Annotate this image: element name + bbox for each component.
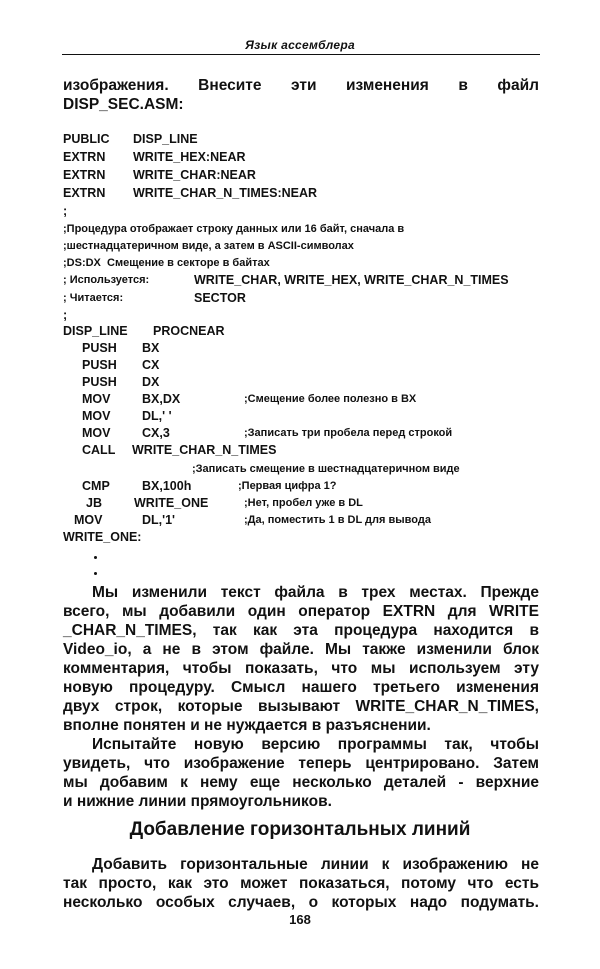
code-comment: ;DS:DX Смещение в секторе в байтах	[63, 257, 270, 269]
code-operand: CX	[142, 358, 160, 372]
reads-value: SECTOR	[194, 291, 246, 305]
code-line	[63, 322, 225, 340]
running-title: Язык ассемблера	[245, 38, 355, 52]
code-op: MOV	[74, 513, 103, 527]
code-line	[63, 130, 198, 148]
text-line: и нижние линии прямоугольников.	[63, 793, 332, 810]
code-op: MOV	[82, 426, 111, 440]
code-keyword: EXTRN	[63, 150, 106, 164]
code-comment: ;шестнадцатеричном виде, а затем в ASCII-символах	[63, 240, 354, 252]
code-line	[82, 407, 172, 425]
code-label: WRITE_ONE:	[63, 530, 142, 544]
code-line	[82, 424, 453, 442]
proc-name: DISP_LINE	[63, 324, 128, 338]
code-operand: BX	[142, 341, 160, 355]
text-line: Video_io, а не в этом файле. Мы также изменили блок	[63, 641, 539, 658]
code-op: PUSH	[82, 375, 117, 389]
intro-line-2: DISP_SEC.ASM:	[63, 96, 184, 113]
text-line: всего, мы добавили один оператор EXTRN для WRITE	[63, 603, 539, 620]
text-line: Добавить горизонтальные линии к изображению не	[92, 856, 539, 873]
code-operand: DL,'1'	[142, 513, 176, 527]
code-comment: ;Процедура отображает строку данных или 16 байт, сначала в	[63, 223, 405, 235]
code-line	[74, 511, 431, 529]
code-line	[86, 494, 363, 512]
text-line: несколько особых случаев, о которых надо подумать.	[63, 894, 539, 911]
code-op: PUSH	[82, 341, 117, 355]
code-inline-comment: ;Да, поместить 1 в DL для вывода	[244, 514, 431, 526]
text-line: _CHAR_N_TIMES, так как эта процедура находится в	[63, 622, 539, 639]
body-paragraph-1	[63, 583, 539, 735]
code-keyword: EXTRN	[63, 168, 106, 182]
code-op: MOV	[82, 392, 111, 406]
code-comment: ;	[63, 308, 68, 322]
code-operand: WRITE_ONE	[134, 496, 209, 510]
reads-label: ; Читается:	[63, 292, 124, 304]
code-operand: DISP_LINE	[133, 132, 198, 146]
code-op: MOV	[82, 409, 111, 423]
text-line: новую процедуру. Смысл нашего третьего изменения	[63, 679, 539, 696]
code-line	[82, 390, 417, 408]
code-line	[63, 148, 246, 166]
intro-word: изображения.	[63, 77, 169, 94]
code-inline-comment: ;Первая цифра 1?	[238, 480, 337, 492]
text-line: увидеть, что изображение теперь центрировано. Затем	[63, 755, 539, 772]
intro-word: файл	[497, 77, 539, 94]
intro-word: в	[458, 77, 468, 94]
code-line	[63, 166, 256, 184]
text-line: двух строк, которые вызывают WRITE_CHAR_N_TIMES,	[63, 698, 539, 715]
code-line	[82, 339, 160, 357]
section-heading: Добавление горизонтальных линий	[129, 819, 471, 840]
code-comment: ;	[63, 204, 68, 218]
code-operand: CX,3	[142, 426, 170, 440]
code-operand: BX,100h	[142, 479, 192, 493]
proc-keyword: PROCNEAR	[153, 324, 225, 338]
text-line: комментария, чтобы показать, что мы используем эту	[63, 660, 539, 677]
intro-word: эти	[291, 77, 317, 94]
code-line	[82, 477, 337, 495]
code-op: PUSH	[82, 358, 117, 372]
code-line	[82, 441, 277, 459]
ellipsis-dot	[94, 572, 97, 575]
code-keyword: EXTRN	[63, 186, 106, 200]
code-operand: DL,' '	[142, 409, 172, 423]
code-line	[82, 356, 160, 374]
code-op: JB	[86, 496, 102, 510]
uses-label: ; Используется:	[63, 274, 150, 286]
code-line	[63, 289, 246, 307]
code-operand: WRITE_HEX:NEAR	[133, 150, 246, 164]
code-operand: DX	[142, 375, 160, 389]
text-line: так просто, как это может показаться, потому что есть	[63, 875, 539, 892]
text-line: мы добавим к нему еще несколько деталей - верхние	[63, 774, 539, 791]
text-line: Мы изменили текст файла в трех местах. Прежде	[92, 584, 539, 601]
intro-word: изменения	[346, 77, 429, 94]
ellipsis-dot	[94, 556, 97, 559]
text-line: вполне понятен и не нуждается в разъяснении.	[63, 717, 431, 734]
uses-value: WRITE_CHAR, WRITE_HEX, WRITE_CHAR_N_TIMES	[194, 273, 509, 287]
code-operand: WRITE_CHAR_N_TIMES:NEAR	[133, 186, 318, 200]
code-inline-comment: ;Смещение более полезно в BX	[244, 393, 417, 405]
code-line	[63, 184, 318, 202]
code-inline-comment: ;Нет, пробел уже в DL	[244, 497, 363, 509]
code-operand: WRITE_CHAR:NEAR	[133, 168, 256, 182]
page-number: 168	[289, 912, 311, 927]
text-line: Испытайте новую версию программы так, чтобы	[92, 736, 539, 753]
code-op: CMP	[82, 479, 110, 493]
code-comment: ;Записать смещение в шестнадцатеричном виде	[192, 463, 460, 475]
code-op: CALL	[82, 443, 116, 457]
code-keyword: PUBLIC	[63, 132, 110, 146]
code-line	[82, 373, 160, 391]
code-inline-comment: ;Записать три пробела перед строкой	[244, 427, 453, 439]
intro-word: Внесите	[198, 77, 262, 94]
code-line	[63, 271, 509, 289]
code-operand: WRITE_CHAR_N_TIMES	[132, 443, 277, 457]
body-paragraph-2	[63, 735, 539, 811]
closing-paragraph	[63, 855, 539, 912]
code-operand: BX,DX	[142, 392, 181, 406]
